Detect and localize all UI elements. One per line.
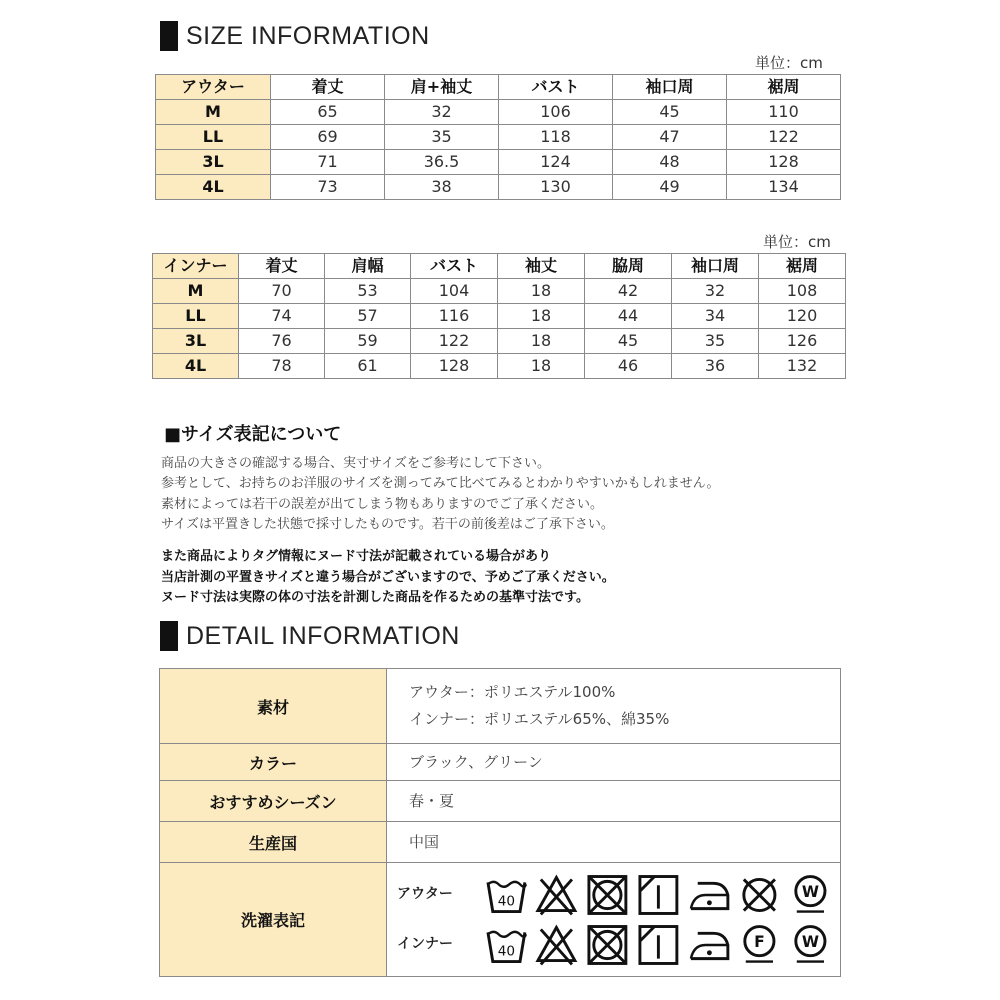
wash-40-icon (485, 873, 528, 917)
inner-cell: 18 (498, 304, 585, 329)
note-bold-line: また商品によりタグ情報にヌード寸法が記載されている場合があり (161, 549, 552, 564)
detail-info-header (160, 620, 460, 652)
care-outer-label: アウター (397, 886, 453, 902)
inner-header-cell: 袖口周 (672, 254, 759, 279)
inner-cell: 126 (759, 329, 846, 354)
color-value: ブラック、グリーン (387, 744, 841, 781)
inner-cell: 35 (672, 329, 759, 354)
wet-clean-icon (789, 873, 832, 917)
size-label: LL (156, 125, 271, 150)
outer-cell: 110 (727, 100, 841, 125)
wash-40-icon (485, 923, 528, 967)
outer-cell: 48 (613, 150, 727, 175)
outer-cell: 73 (271, 175, 385, 200)
outer-cell: 130 (499, 175, 613, 200)
inner-header-cell: バスト (411, 254, 498, 279)
wash-temp-text: 40 (497, 893, 515, 910)
inner-row (153, 354, 846, 379)
inner-size-table (152, 253, 846, 379)
inner-header-row (153, 254, 846, 279)
no-bleach-icon (535, 873, 578, 917)
iron-low-icon (688, 923, 731, 967)
inner-cell: 74 (239, 304, 325, 329)
no-bleach-icon (535, 923, 578, 967)
note-bold-line: ヌード寸法は実際の体の寸法を計測した商品を作るための基準寸法です。 (161, 590, 589, 605)
inner-cell: 18 (498, 354, 585, 379)
inner-cell: 120 (759, 304, 846, 329)
wet-clean-letter: W (802, 932, 820, 951)
inner-unit-label: 単位：cm (763, 233, 831, 251)
care-value (387, 863, 841, 977)
line-dry-shade-icon (637, 873, 680, 917)
no-dryclean-icon (738, 873, 781, 917)
inner-header-cell: 肩幅 (325, 254, 411, 279)
outer-cell: 36.5 (385, 150, 499, 175)
note-line: 商品の大きさの確認する場合、実寸サイズをご参考にして下さい。 (161, 456, 550, 471)
inner-cell: 128 (411, 354, 498, 379)
inner-cell: 116 (411, 304, 498, 329)
care-inner-label: インナー (397, 936, 453, 952)
outer-size-table (155, 74, 841, 200)
inner-row (153, 304, 846, 329)
outer-cell: 35 (385, 125, 499, 150)
outer-header-cell: 着丈 (271, 75, 385, 100)
outer-header-cell: 袖口周 (613, 75, 727, 100)
origin-value: 中国 (387, 822, 841, 863)
inner-cell: 53 (325, 279, 411, 304)
note-line: 素材によっては若干の誤差が出てしまう物もありますのでご了承ください。 (161, 497, 604, 512)
outer-header-cell: 裾周 (727, 75, 841, 100)
inner-cell: 78 (239, 354, 325, 379)
inner-cell: 42 (585, 279, 672, 304)
size-label: M (156, 100, 271, 125)
size-label: LL (153, 304, 239, 329)
size-label: 4L (156, 175, 271, 200)
outer-row (156, 125, 841, 150)
inner-cell: 132 (759, 354, 846, 379)
no-tumble-dry-icon (586, 923, 629, 967)
wash-temp-text: 40 (497, 943, 515, 960)
inner-cell: 61 (325, 354, 411, 379)
detail-table (159, 668, 841, 977)
dryclean-letter: F (754, 932, 766, 951)
detail-row-color (160, 744, 841, 781)
detail-row-material (160, 669, 841, 744)
section-bar (160, 621, 178, 651)
origin-label: 生産国 (160, 822, 387, 863)
outer-row (156, 150, 841, 175)
inner-cell: 18 (498, 329, 585, 354)
outer-row (156, 175, 841, 200)
season-label: おすすめシーズン (160, 781, 387, 822)
material-value (387, 669, 841, 744)
outer-cell: 47 (613, 125, 727, 150)
inner-cell: 76 (239, 329, 325, 354)
section-bar (160, 21, 178, 51)
note-line: 参考として、お持ちのお洋服のサイズを測ってみて比べてみるとわかりやすいかもしれません。 (161, 476, 720, 491)
size-info-title: SIZE INFORMATION (186, 21, 430, 50)
outer-row (156, 100, 841, 125)
inner-cell: 34 (672, 304, 759, 329)
inner-cell: 59 (325, 329, 411, 354)
inner-cell: 36 (672, 354, 759, 379)
inner-header-cell: インナー (153, 254, 239, 279)
iron-low-icon (688, 873, 731, 917)
no-tumble-dry-icon (586, 873, 629, 917)
outer-cell: 134 (727, 175, 841, 200)
detail-row-care (160, 863, 841, 977)
inner-header-cell: 着丈 (239, 254, 325, 279)
inner-cell: 45 (585, 329, 672, 354)
size-label: 3L (156, 150, 271, 175)
note-bold-line: 当店計測の平置きサイズと違う場合がございますので、予めご了承ください。 (161, 570, 615, 585)
outer-cell: 71 (271, 150, 385, 175)
line-dry-shade-icon (637, 923, 680, 967)
outer-unit-label: 単位：cm (755, 54, 823, 72)
outer-cell: 32 (385, 100, 499, 125)
size-label: 4L (153, 354, 239, 379)
season-value: 春・夏 (387, 781, 841, 822)
material-label: 素材 (160, 669, 387, 744)
outer-cell: 49 (613, 175, 727, 200)
outer-cell: 106 (499, 100, 613, 125)
inner-cell: 46 (585, 354, 672, 379)
inner-cell: 44 (585, 304, 672, 329)
inner-header-cell: 脇周 (585, 254, 672, 279)
inner-cell: 32 (672, 279, 759, 304)
inner-cell: 70 (239, 279, 325, 304)
outer-cell: 122 (727, 125, 841, 150)
outer-header-row (156, 75, 841, 100)
inner-cell: 108 (759, 279, 846, 304)
outer-cell: 69 (271, 125, 385, 150)
inner-header-cell: 裾周 (759, 254, 846, 279)
dryclean-f-icon (738, 923, 781, 967)
detail-info-title: DETAIL INFORMATION (186, 621, 460, 650)
material-inner: インナー：ポリエステル65%、綿35% (409, 710, 670, 728)
outer-cell: 118 (499, 125, 613, 150)
outer-cell: 124 (499, 150, 613, 175)
inner-row (153, 329, 846, 354)
color-label: カラー (160, 744, 387, 781)
care-row-inner (397, 920, 840, 970)
size-label: M (153, 279, 239, 304)
inner-row (153, 279, 846, 304)
outer-header-cell: 肩+袖丈 (385, 75, 499, 100)
note-line: サイズは平置きした状態で採寸したものです。若干の前後差はご了承下さい。 (161, 517, 614, 532)
outer-cell: 38 (385, 175, 499, 200)
wet-clean-letter: W (802, 882, 820, 901)
outer-cell: 45 (613, 100, 727, 125)
size-label: 3L (153, 329, 239, 354)
inner-header-cell: 袖丈 (498, 254, 585, 279)
outer-cell: 65 (271, 100, 385, 125)
outer-header-cell: アウター (156, 75, 271, 100)
size-info-header (160, 20, 430, 52)
outer-header-cell: バスト (499, 75, 613, 100)
outer-cell: 128 (727, 150, 841, 175)
inner-cell: 18 (498, 279, 585, 304)
inner-cell: 104 (411, 279, 498, 304)
care-label: 洗濯表記 (160, 863, 387, 977)
detail-row-season (160, 781, 841, 822)
wet-clean-icon (789, 923, 832, 967)
size-notes-title: ■サイズ表記について (164, 424, 342, 445)
detail-row-origin (160, 822, 841, 863)
material-outer: アウター：ポリエステル100% (409, 683, 616, 701)
inner-cell: 122 (411, 329, 498, 354)
inner-cell: 57 (325, 304, 411, 329)
care-row-outer (397, 870, 840, 920)
